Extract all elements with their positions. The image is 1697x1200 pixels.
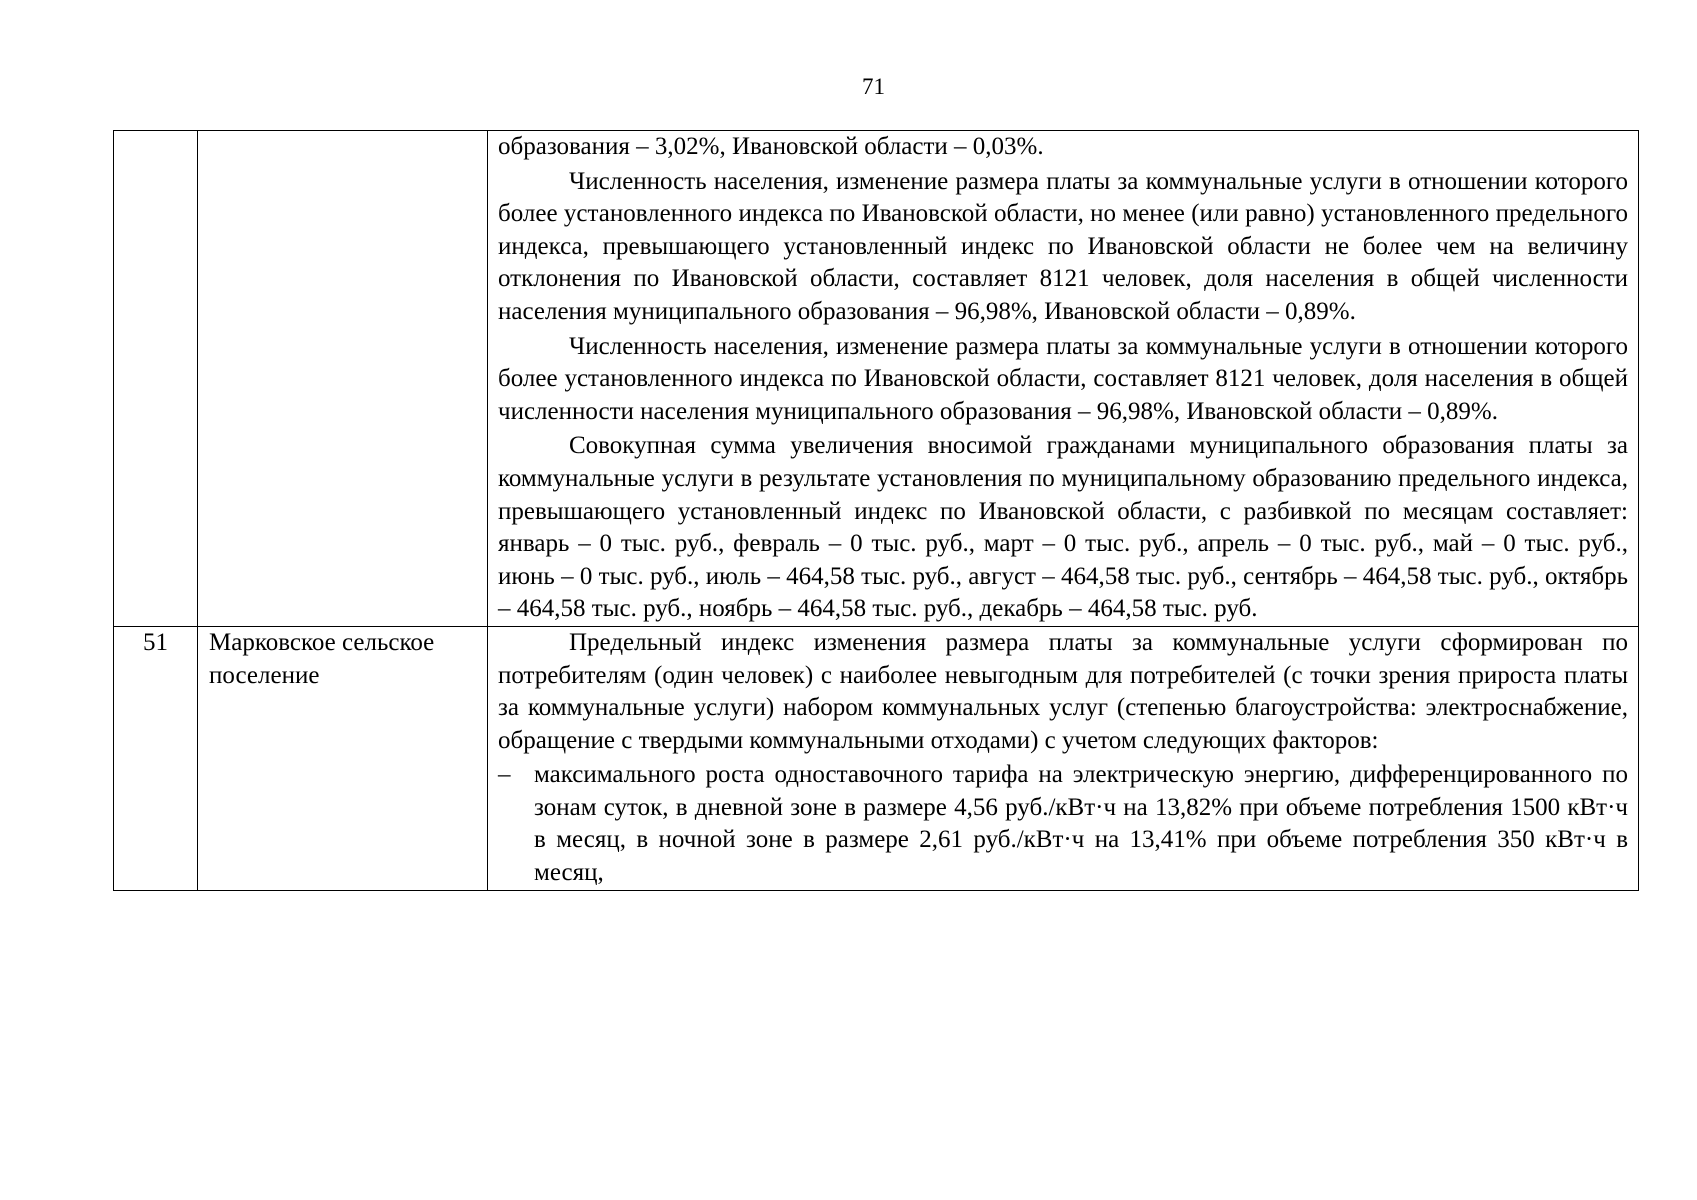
table-row (114, 626, 1639, 890)
paragraph: Совокупная сумма увеличения вносимой гражданами муниципального образования платы за коммунальные услуги в результате установления по муниципальному образованию предельного индекса, превышающего установленный индекс по Ивановской области, с разбивкой по месяцам составляет: январь – 0 тыс. руб., февраль – 0 тыс. руб., март – 0 тыс. руб., апрель – 0 тыс. руб., май – 0 тыс. руб., июнь – 0 тыс. руб., июль – 464,58 тыс. руб., август – 464,58 тыс. руб., сентябрь – 464,58 тыс. руб., октябрь – 464,58 тыс. руб., ноябрь – 464,58 тыс. руб., декабрь – 464,58 тыс. руб. (498, 432, 1628, 623)
municipality-name-cell: Марковское сельское поселение (198, 626, 488, 890)
list-item (498, 757, 1628, 889)
row-number-cell (114, 131, 198, 627)
municipality-name-cell (198, 131, 488, 627)
table-row (114, 131, 1639, 627)
page-number: 71 (862, 74, 885, 99)
row-number-cell: 51 (114, 626, 198, 890)
paragraph: образования – 3,02%, Ивановской области – 0,03%. (498, 133, 1044, 160)
paragraph: Численность населения, изменение размера платы за коммунальные услуги в отношении которого более установленного индекса по Ивановской области, составляет 8121 человек, доля населения в общей численности населения муниципального образования – 96,98%, Ивановской области – 0,89%. (498, 332, 1628, 425)
paragraph: Предельный индекс изменения размера платы за коммунальные услуги сформирован по потребителям (один человек) с наиболее невыгодным для потребителей (с точки зрения прироста платы за коммунальные услуги) набором коммунальных услуг (степенью благоустройства: электроснабжение, обращение с твердыми коммунальными отходами) с учетом следующих факторов: (498, 628, 1628, 754)
paragraph: Численность населения, изменение размера платы за коммунальные услуги в отношении которого более установленного индекса по Ивановской области, но менее (или равно) установленного предельного индекса, превышающего установленный индекс по Ивановской области не более чем на величину отклонения по Ивановской области, составляет 8121 человек, доля населения в общей численности населения муниципального образования – 96,98%, Ивановской области – 0,89%. (498, 167, 1628, 325)
document-table (113, 130, 1639, 891)
dash-bullet: – (498, 761, 511, 789)
list-item-text: максимального роста одноставочного тарифа на электрическую энергию, дифференцированного по зонам суток, в дневной зоне в размере 4,56 руб./кВт·ч на 13,82% при объеме потребления 1500 кВт·ч в месяц, в ночной зоне в размере 2,61 руб./кВт·ч на 13,41% при объеме потребления 350 кВт·ч в месяц, (534, 761, 1628, 887)
description-cell (488, 131, 1639, 627)
description-cell (488, 626, 1639, 890)
